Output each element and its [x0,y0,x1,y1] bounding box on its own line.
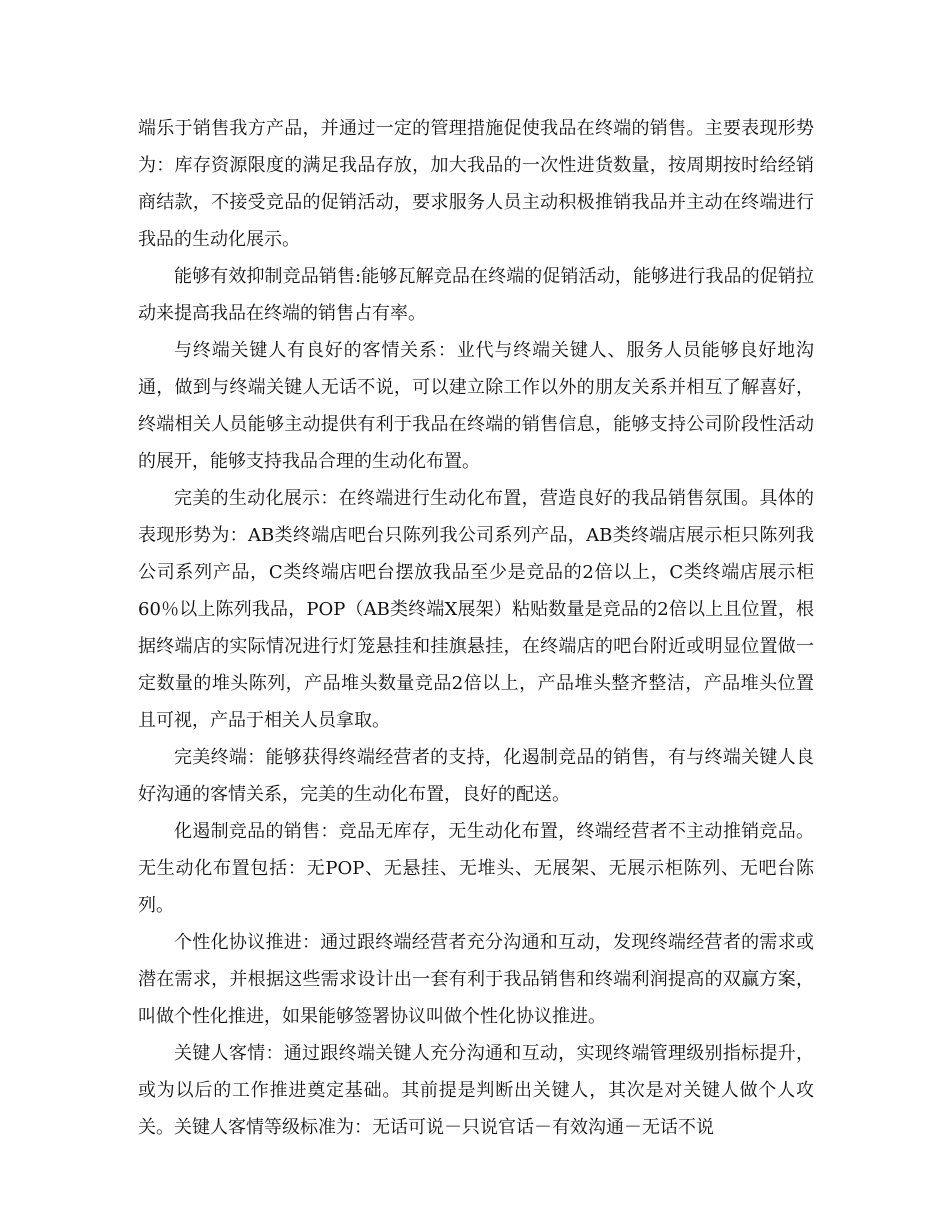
paragraph-key-person-relationship: 与终端关键人有良好的客情关系：业代与终端关键人、服务人员能够良好地沟通，做到与终端关键人无话不说，可以建立除工作以外的朋友关系并相互了解喜好，终端相关人员能够主动提供有利于我品在终端的销售信息，能够支持公司阶段性活动的展开，能够支持我品合理的生动化布置。 [138,340,814,472]
paragraph-perfect-terminal: 完美终端：能够获得终端经营者的支持，化遏制竞品的销售，有与终端关键人良好沟通的客情关系，完美的生动化布置，良好的配送。 [138,747,814,805]
paragraph-perfect-display: 完美的生动化展示：在终端进行生动化布置，营造良好的我品销售氛围。具体的表现形势为：AB类终端店吧台只陈列我公司系列产品，AB类终端店展示柜只陈列我公司系列产品，C类终端店吧台摆放我品至少是竞品的2倍以上，C类终端店展示柜60％以上陈列我品，POP（AB类终端X展架）粘贴数量是竞品的2倍以上且位置，根据终端店的实际情况进行灯笼悬挂和挂旗悬挂，在终端店的吧台附近或明显位置做一定数量的堆头陈列，产品堆头数量竞品2倍以上，产品堆头整齐整洁，产品堆头位置且可视，产品于相关人员拿取。 [138,488,814,731]
document-body [138,110,814,1146]
paragraph-terminal-support-continued: 端乐于销售我方产品，并通过一定的管理措施促使我品在终端的销售。主要表现形势为：库存资源限度的满足我品存放，加大我品的一次性进货数量，按周期按时给经销商结款，不接受竞品的促销活动，要求服务人员主动积极推销我品并主动在终端进行我品的生动化展示。 [138,118,814,250]
paragraph-suppress-competitor: 能够有效抑制竞品销售:能够瓦解竞品在终端的促销活动，能够进行我品的促销拉动来提高我品在终端的销售占有率。 [138,266,814,324]
paragraph-key-person-client: 关键人客情：通过跟终端关键人充分沟通和互动，实现终端管理级别指标提升，或为以后的工作推进奠定基础。其前提是判断出关键人，其次是对关键人做个人攻关。关键人客情等级标准为：无话可说－只说官话－有效沟通－无话不说 [138,1043,814,1138]
paragraph-personalized-agreement: 个性化协议推进：通过跟终端经营者充分沟通和互动，发现终端经营者的需求或潜在需求，并根据这些需求设计出一套有利于我品销售和终端利润提高的双赢方案，叫做个性化推进，如果能够签署协议叫做个性化协议推进。 [138,932,814,1027]
paragraph-contain-competitor-sales: 化遏制竞品的销售：竞品无库存，无生动化布置，终端经营者不主动推销竞品。无生动化布置包括：无POP、无悬挂、无堆头、无展架、无展示柜陈列、无吧台陈列。 [138,821,814,916]
